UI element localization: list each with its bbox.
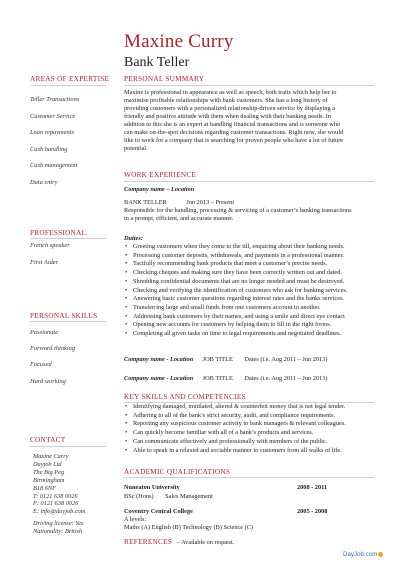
summary-line: addition to this she is an expert at handling financial transactions and is someone who: [124, 121, 341, 128]
role-title: BANK TELLER: [124, 199, 167, 206]
degree: BSc (Hons): [124, 493, 154, 500]
list-item: • Tactfully recommending bank products that meet a customer’s precise needs.: [124, 260, 374, 269]
summary-line: providing customers with a personalized relationship-driven service by displaying a: [124, 105, 336, 112]
contact-extra: [33, 520, 84, 536]
contact-email[interactable]: E: info@dayjob.com: [33, 508, 86, 516]
expertise-item: Cash handling: [30, 146, 68, 153]
professional-item: French speaker: [30, 242, 70, 249]
expertise-heading: AREAS OF EXPERTISE: [30, 75, 110, 83]
nationality: Nationality: British: [33, 527, 83, 535]
divider: [30, 85, 106, 86]
expertise-item: Loan repayments: [30, 129, 74, 136]
professional-item: First Aider: [30, 259, 59, 266]
skill-item: Focused: [30, 361, 52, 368]
job-title-placeholder: JOB TITLE: [202, 375, 233, 382]
responsibility-text: [124, 207, 384, 223]
divider: [30, 321, 106, 322]
job-row: [124, 356, 327, 363]
professional-heading: PROFESSIONAL: [30, 229, 87, 237]
summary-heading: PERSONAL SUMMARY: [124, 75, 205, 83]
references-row: [124, 538, 234, 546]
divider: [124, 477, 374, 478]
list-item: • Addressing bank customers by their names, and using a smile and direct eye contact: [124, 313, 374, 322]
list-item: • Identifying damaged, mutilated, altered & counterfeit money that is not legal tender.: [124, 403, 374, 412]
list-item: • Opening new accounts for customers by helping them to fill in the right forms.: [124, 321, 374, 330]
list-item: • Answering basic customer questions regarding interest rates and the banks services.: [124, 295, 374, 304]
list-item: • Checking cheques and making sure they have been correctly written out and dated.: [124, 269, 374, 278]
summary-line: like to work for a company that is searching for proven people who have a lot of future: [124, 137, 344, 144]
summary-line: potential.: [124, 145, 148, 152]
list-item: • Reporting any suspicious customer activity to bank managers & relevant colleagues.: [124, 420, 374, 429]
skills-heading: PERSONAL SKILLS: [30, 312, 98, 320]
summary-line: Maxine is professional in appearance as well as speech, both traits which help her to: [124, 89, 337, 96]
skill-item: Passionate: [30, 329, 59, 336]
job-title: Bank Teller: [124, 55, 190, 70]
contact-line: F: 0121 638 0026: [33, 500, 79, 508]
competencies-heading: KEY SKILLS AND COMPETENCIES: [124, 393, 246, 401]
responsibility-line: in a prompt, efficient, and accurate manner.: [124, 215, 234, 222]
list-item: • Can quickly become familiar with all of a bank’s products and services.: [124, 429, 374, 438]
dayjob-logo: [343, 551, 383, 558]
driving-license: Driving license: Yes: [33, 520, 84, 527]
references-heading: REFERENCES: [124, 538, 173, 546]
list-item: • Adhering to all of the bank’s strict security, audit, and compliance requirements.: [124, 412, 374, 421]
expertise-item: Customer Service: [30, 113, 76, 120]
responsibility-line: Responsible for the handling, processing & servicing of a customer’s banking transactions: [124, 207, 352, 214]
list-item: • Greeting customers when they come to the till, enquiring about their banking needs.: [124, 243, 374, 252]
school-dates: 2005 - 2008: [297, 508, 328, 515]
company-name: Company name - Location: [124, 356, 194, 363]
skill-item: Hard working: [30, 378, 66, 385]
contact-line: Dayjob Ltd: [33, 460, 62, 468]
divider: [124, 85, 374, 86]
contact-line: Birmingham: [33, 476, 65, 484]
contact-details: [33, 453, 85, 516]
expertise-item: Teller Transactions: [30, 96, 80, 103]
job-dates: Dates (i.e. Aug 2011 – Jun 2013): [244, 375, 328, 382]
company-name: Company name – Location: [124, 186, 195, 193]
list-item: • Shredding confidential documents that are no longer needed and must be destroyed.: [124, 278, 374, 287]
logo-text: DayJob.com: [343, 551, 378, 558]
competencies-list: [124, 403, 374, 455]
company-name: Company name - Location: [124, 375, 194, 382]
summary-line: can make on-the-spot decisions regarding customer transactions. Right now, she would: [124, 129, 344, 136]
duties-list: [124, 243, 374, 339]
summary-line: maximise profitable relationships with bank customers. She has a long history of: [124, 97, 328, 104]
contact-line: Maxine Curry: [33, 453, 69, 460]
list-item: • Processing customer deposits, withdrawals, and payments in a professional manner.: [124, 252, 374, 261]
duties-label: Duties:: [124, 235, 143, 242]
contact-line: T: 0121 638 0026: [33, 492, 78, 500]
logo-dot-icon: [378, 552, 383, 557]
contact-line: The Big Peg: [33, 468, 65, 476]
school-name: Nuneaton University: [124, 484, 180, 491]
list-item: • Transferring large and small funds from one customers account to another.: [124, 304, 374, 313]
candidate-name: Maxine Curry: [124, 31, 234, 52]
summary-text: [124, 89, 364, 153]
divider: [30, 446, 106, 447]
summary-line: friendly and positive attitude with them when dealing with their banking needs. In: [124, 113, 331, 120]
degree-subject: Sales Management: [165, 493, 213, 500]
school-name: Coventry Central College: [124, 508, 193, 515]
contact-line: B18 6NF: [33, 484, 56, 492]
job-title-placeholder: JOB TITLE: [202, 356, 233, 363]
list-item: • Checking and verifying the identification of customers who ask for banking services.: [124, 287, 374, 296]
references-text: – Available on request.: [176, 539, 235, 546]
list-item: • Completing all given tasks on time to legal requirements and negotiated deadlines.: [124, 330, 374, 339]
education-heading: ACADEMIC QUALIFICATIONS: [124, 468, 231, 476]
levels-label: A levels:: [124, 516, 147, 523]
job-dates: Dates (i.e. Aug 2011 – Jun 2013): [244, 356, 328, 363]
divider: [124, 181, 374, 182]
expertise-item: Data entry: [30, 179, 58, 186]
expertise-item: Cash management: [30, 162, 78, 169]
job-row: [124, 375, 327, 382]
list-item: • Can communicate effectively and professionally with members of the public.: [124, 438, 374, 447]
list-item: • Able to speak in a relaxed and sociable manner to customers from all walks of life.: [124, 447, 374, 456]
school-dates: 2008 - 2011: [297, 484, 328, 491]
divider: [30, 238, 106, 239]
degree-row: [124, 493, 213, 500]
levels-grades: Maths (A) English (B) Technology (B) Science (C): [124, 524, 254, 531]
contact-heading: CONTACT: [30, 436, 66, 444]
role-dates: Jun 2013 – Present: [186, 199, 235, 206]
role-row: [124, 199, 234, 206]
work-heading: WORK EXPERIENCE: [124, 171, 197, 179]
skill-item: Forward thinking: [30, 345, 76, 352]
